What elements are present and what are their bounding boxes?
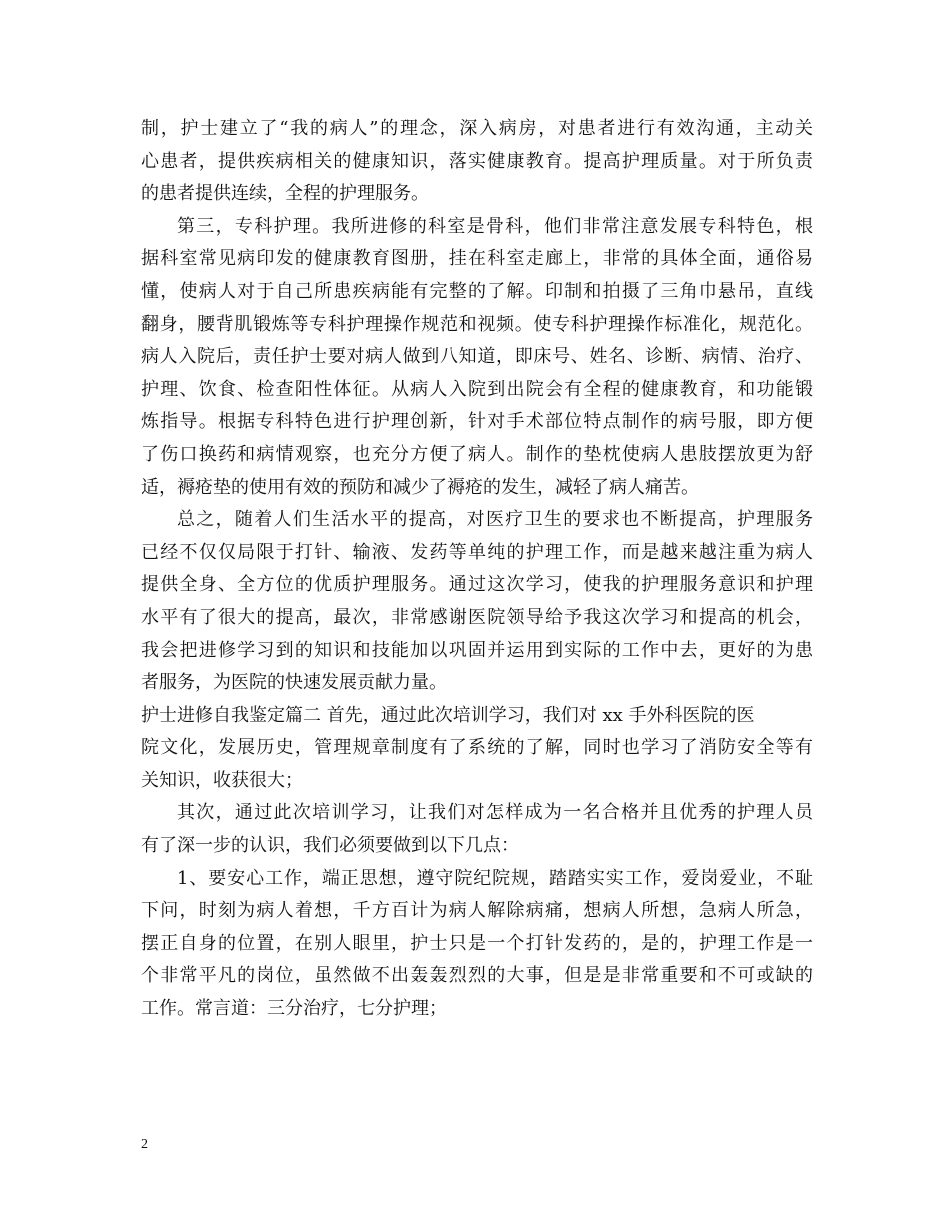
text-line: 提供全身、全方位的优质护理服务。通过这次学习，使我的护理服务意识和护理 <box>141 574 813 596</box>
text-line: 水平有了很大的提高，最次，非常感谢医院领导给予我这次学习和提高的机会， <box>141 606 813 628</box>
paragraph-first-line: 第三，专科护理。我所进修的科室是骨科，他们非常注意发展专科特色，根 <box>177 215 813 237</box>
body-text <box>141 113 813 1026</box>
page-number: 2 <box>141 1137 148 1152</box>
text-line: 护理、饮食、检查阳性体征。从病人入院到出院会有全程的健康教育，和功能锻 <box>141 378 813 400</box>
section-heading-line: 护士进修自我鉴定篇二 首先，通过此次培训学习，我们对 xx 手外科医院的医 <box>141 704 755 726</box>
text-line: 翻身，腰背肌锻炼等专科护理操作规范和视频。使专科护理操作标准化，规范化。 <box>141 313 813 335</box>
text-line: 制，护士建立了“我的病人”的理念，深入病房，对患者进行有效沟通，主动关 <box>141 118 813 139</box>
text-line: 我会把进修学习到的知识和技能加以巩固并运用到实际的工作中去，更好的为患 <box>141 639 813 661</box>
text-line: 已经不仅仅局限于打针、输液、发药等单纯的护理工作，而是越来越注重为病人 <box>141 541 813 563</box>
text-line: 下问，时刻为病人着想，千方百计为病人解除病痛，想病人所想，急病人所急， <box>141 900 813 922</box>
paragraph-first-line: 1、要安心工作，端正思想，遵守院纪院规，踏踏实实工作，爱岗爱业，不耻 <box>177 867 813 889</box>
text-line: 工作。常言道：三分治疗，七分护理； <box>141 998 447 1020</box>
text-line: 适，褥疮垫的使用有效的预防和减少了褥疮的发生，减轻了病人痛苦。 <box>141 476 699 498</box>
paragraph-first-line: 其次，通过此次培训学习，让我们对怎样成为一名合格并且优秀的护理人员 <box>177 802 813 824</box>
text-line: 有了深一步的认识，我们必须要做到以下几点： <box>141 835 519 857</box>
text-line: 关知识，收获很大； <box>141 769 303 791</box>
paragraph-first-line: 总之，随着人们生活水平的提高，对医疗卫生的要求也不断提高，护理服务 <box>177 509 813 531</box>
text-line: 摆正自身的位置，在别人眼里，护士只是一个打针发药的，是的，护理工作是一 <box>141 932 813 954</box>
text-line: 了伤口换药和病情观察，也充分方便了病人。制作的垫枕使病人患肢摆放更为舒 <box>141 443 813 465</box>
text-line: 懂，使病人对于自己所患疾病能有完整的了解。印制和拍摄了三角巾悬吊，直线 <box>141 280 813 302</box>
text-line: 病人入院后，责任护士要对病人做到八知道，即床号、姓名、诊断、病情、治疗、 <box>141 346 813 368</box>
text-line: 的患者提供连续，全程的护理服务。 <box>141 183 429 205</box>
text-line: 炼指导。根据专科特色进行护理创新，针对手术部位特点制作的病号服，即方便 <box>141 411 813 433</box>
text-line: 院文化，发展历史，管理规章制度有了系统的了解，同时也学习了消防安全等有 <box>141 737 813 759</box>
text-line: 据科室常见病印发的健康教育图册，挂在科室走廊上，非常的具体全面，通俗易 <box>141 248 813 270</box>
text-line: 个非常平凡的岗位，虽然做不出轰轰烈烈的大事，但是是非常重要和不可或缺的 <box>141 965 813 987</box>
text-line: 者服务，为医院的快速发展贡献力量。 <box>141 672 447 694</box>
text-line: 心患者，提供疾病相关的健康知识，落实健康教育。提高护理质量。对于所负责 <box>141 150 813 172</box>
